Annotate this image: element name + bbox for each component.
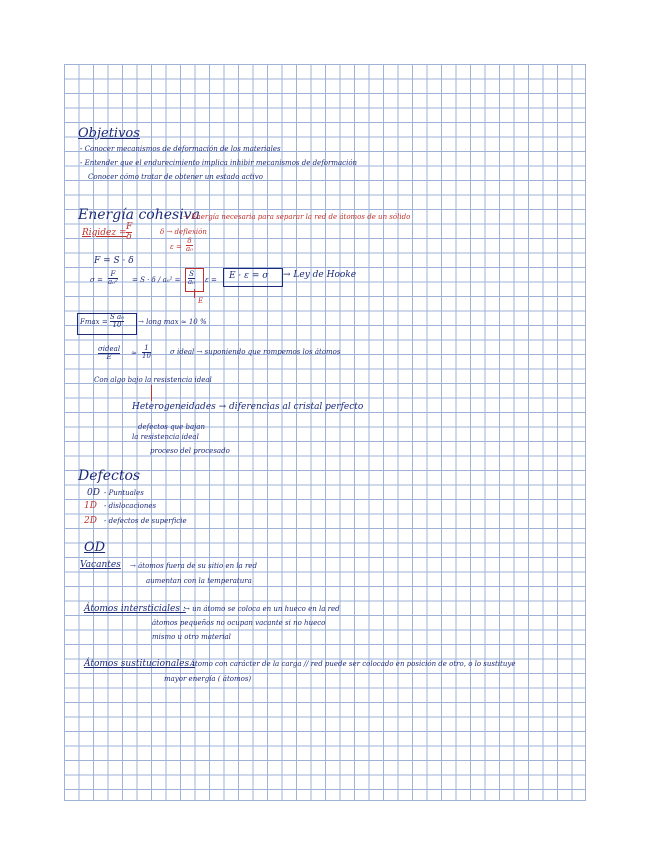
sustitucionales-title: Átomos sustitucionales :	[84, 659, 195, 669]
intersticiales-desc-2: átomos pequeños no ocupan vacante si no hueco	[152, 619, 326, 627]
deflexion-note: δ → deflexión	[160, 228, 207, 236]
fmax-label: Fmax =	[80, 318, 108, 326]
fmax-num: S a₀	[110, 313, 124, 321]
fsd-equation: F = S · δ	[94, 256, 134, 266]
hooke-law: → Ley de Hooke	[283, 270, 357, 280]
defectos-bajan: defectos que bajan	[138, 423, 205, 431]
fmax-note: → long max ≈ 10 %	[138, 318, 207, 326]
defecto-1d-code: 1D	[84, 501, 97, 511]
sigma-lhs: σ =	[90, 276, 103, 284]
rigidez-fraction	[126, 223, 132, 243]
rigidez-num: F	[126, 222, 133, 232]
vacantes-desc-1: → átomos fuera de su sitio en la red	[130, 562, 257, 570]
intersticiales-desc-3: mismo u otro material	[152, 633, 231, 641]
fmax-fraction	[110, 314, 124, 330]
energia-definition: → Energía necesaria para separar la red de átomos de un sólido	[183, 213, 411, 221]
proceso-procesado: proceso del procesado	[150, 447, 230, 455]
heading-objetivos: Objetivos	[78, 126, 140, 141]
vacantes-title: Vacantes	[80, 560, 121, 570]
epsilon-num: δ	[187, 237, 192, 245]
sigma-num: F	[110, 270, 116, 278]
one-num: 1	[144, 344, 149, 352]
epsilon-fraction	[186, 238, 193, 254]
sigma-ideal-num: σideal	[98, 345, 121, 353]
epsilon-den: a₀	[186, 245, 193, 254]
objetivo-1: - Conocer mecanismos de deformación de los materiales	[80, 145, 281, 153]
e-arrow-label: E	[198, 297, 204, 305]
sigma-ideal-note: σ ideal → suponiendo que rompemos los átomos	[170, 348, 341, 356]
defecto-0d-desc: - Puntuales	[104, 489, 144, 497]
sigma-den: a₀²	[108, 278, 118, 287]
one-tenth-fraction	[142, 345, 151, 361]
fmax-den: 10	[112, 321, 122, 330]
real-resistance: Con algo bajo la resistencia ideal	[94, 376, 212, 384]
heading-energia: Energía cohesiva	[78, 207, 200, 223]
sustitucionales-desc-1: Átomo con carácter de la carga // red puede ser colocado en posición de otro, o lo sustituye	[190, 660, 516, 668]
intersticiales-desc-1: → un átomo se coloca en un hueco en la red	[184, 605, 340, 613]
s-over-a-fraction	[188, 271, 195, 287]
sigma-ideal-den: E	[106, 353, 112, 362]
vacantes-desc-2: aumentan con la temperatura	[146, 577, 252, 585]
ten-den: 10	[142, 352, 151, 361]
objetivo-2: - Entender que el endurecimiento implica inhibir mecanismos de deformación	[80, 159, 358, 167]
defecto-1d-desc: - dislocaciones	[104, 502, 157, 510]
objetivo-3: Conocer cómo tratar de obtener un estado activo	[88, 173, 263, 181]
hooke-equation: E · ε = σ	[229, 271, 269, 281]
a-den: a₀	[188, 278, 195, 287]
heading-od: OD	[84, 540, 106, 555]
rigidez-den: δ	[126, 232, 132, 243]
sigma-ideal-fraction	[98, 346, 120, 362]
intersticiales-title: Átomos intersticiales :	[84, 604, 186, 614]
red-arrow-line	[194, 289, 195, 298]
defecto-0d-code: 0D	[87, 488, 100, 498]
epsilon-lhs: ε =	[170, 243, 182, 251]
sigma-middle: = S · δ / a₀² =	[132, 276, 181, 284]
epsilon-eq: ε =	[205, 276, 217, 284]
rigidez-label: Rigidez =	[82, 228, 127, 238]
defecto-2d-code: 2D	[84, 516, 97, 526]
sustitucionales-desc-2: mayor energía ( átomos)	[164, 675, 252, 683]
approx-sign: ≈	[131, 349, 137, 357]
defecto-2d-desc: - defectos de superficie	[104, 517, 187, 525]
sigma-fraction	[108, 271, 118, 287]
red-arrow-down	[151, 385, 152, 401]
heading-defectos: Defectos	[78, 468, 141, 484]
heterogeneidades: Heterogeneidades → diferencias al cristal perfecto	[132, 402, 364, 412]
resistencia-ideal: la resistencia ideal	[132, 433, 199, 441]
s-num: S	[189, 270, 194, 278]
